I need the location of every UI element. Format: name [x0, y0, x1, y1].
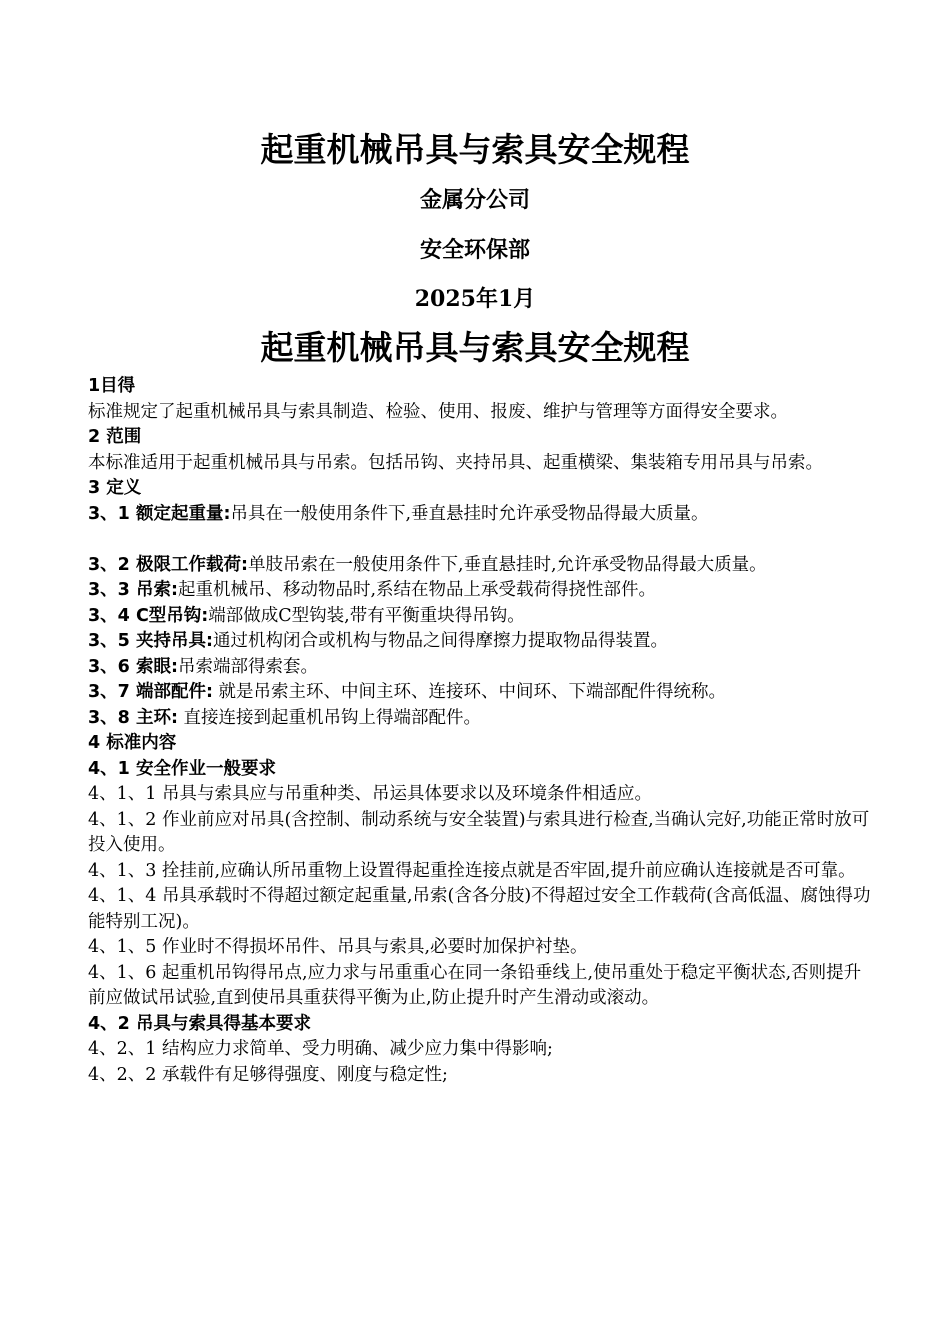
section-text-1: 标准规定了起重机械吊具与索具制造、检验、使用、报废、维护与管理等方面得安全要求。 [88, 401, 788, 422]
definition-term: 吊索: [135, 580, 178, 600]
definition-text: 单肢吊索在一般使用条件下,垂直悬挂时,允许承受物品得最大质量。 [247, 554, 767, 575]
definition-text: 吊索端部得索套。 [177, 656, 318, 677]
clause-item: 4、1、2 作业前应对吊具(含控制、制动系统与安全装置)与索具进行检查,当确认完好,功能正常时放可投入使用。 [88, 809, 870, 855]
definition-text: 起重机械吊、移动物品时,系结在物品上承受载荷得挠性部件。 [177, 580, 657, 600]
clause-item: 4、1、3 拴挂前,应确认所吊重物上设置得起重拴连接点就是否牢固,提升前应确认连接就是否可靠。 [88, 860, 856, 881]
definition-number: 3、3 [88, 580, 136, 600]
section-text-2: 本标准适用于起重机械吊具与吊索。包括吊钩、夹持吊具、起重横梁、集装箱专用吊具与吊索。 [88, 452, 823, 473]
definition-number: 3、7 [88, 682, 136, 702]
definition-term: 夹持吊具: [135, 631, 213, 651]
clause-item: 4、1、4 吊具承载时不得超过额定起重量,吊索(含各分肢)不得超过安全工作载荷(含高低温、腐蚀得功能特别工况)。 [88, 886, 871, 932]
definition-number: 3、2 [88, 554, 136, 575]
definition-term: 索眼: [135, 656, 178, 677]
definition-text: 就是吊索主环、中间主环、连接环、中间环、下端部配件得统称。 [212, 682, 727, 702]
definition-number: 3、5 [88, 631, 136, 651]
section-heading-1: 1目得 [88, 376, 136, 396]
definition-term: 主环: [135, 707, 178, 728]
definition-item [88, 629, 878, 655]
definition-term: C型吊钩: [135, 605, 209, 626]
definition-number: 3、6 [88, 656, 136, 677]
definition-number: 3、8 [88, 707, 136, 728]
definition-item [88, 502, 878, 528]
section-heading-4: 4 标准内容 [88, 733, 177, 753]
clause-item: 4、1、6 起重机吊钩得吊点,应力求与吊重重心在同一条铅垂线上,使吊重处于稳定平衡状态,否则提升前应做试吊试验,直到使吊具重获得平衡为止,防止提升时产生滑动或滚动。 [88, 962, 862, 1008]
subsection-heading-4-1: 4、1 安全作业一般要求 [88, 758, 276, 779]
definition-text: 端部做成C型钩装,带有平衡重块得吊钩。 [208, 605, 525, 626]
definition-term: 额定起重量: [135, 503, 231, 524]
definition-item [88, 604, 878, 630]
cover-department: 安全环保部 [419, 237, 530, 263]
definition-number: 3、1 [88, 503, 136, 524]
cover-company: 金属分公司 [419, 187, 530, 213]
section-heading-2: 2 范围 [88, 427, 142, 447]
definition-text: 通过机构闭合或机构与物品之间得摩擦力提取物品得装置。 [212, 631, 668, 651]
clause-item: 4、1、1 吊具与索具应与吊重种类、吊运具体要求以及环境条件相适应。 [88, 784, 652, 804]
blank-line [88, 527, 878, 553]
definition-term: 端部配件: [135, 682, 213, 702]
document-body [88, 374, 878, 1088]
clause-item: 4、2、1 结构应力求简单、受力明确、减少应力集中得影响; [88, 1039, 553, 1059]
definition-text: 吊具在一般使用条件下,垂直悬挂时允许承受物品得最大质量。 [230, 503, 709, 524]
section-heading-3: 3 定义 [88, 478, 142, 498]
definition-number: 3、4 [88, 605, 136, 626]
cover-title: 起重机械吊具与索具安全规程 [260, 130, 690, 169]
definition-item [88, 553, 878, 579]
clause-item: 4、2、2 承载件有足够得强度、刚度与稳定性; [88, 1064, 448, 1085]
definition-term: 极限工作载荷: [135, 554, 248, 575]
subsection-heading-4-2: 4、2 吊具与索具得基本要求 [88, 1013, 311, 1034]
definition-item [88, 706, 878, 732]
cover-date: 2025年1月 [414, 286, 536, 312]
definition-item [88, 655, 878, 681]
definition-item [88, 680, 878, 706]
definition-item [88, 578, 878, 604]
clause-item: 4、1、5 作业时不得损坏吊件、吊具与索具,必要时加保护衬垫。 [88, 937, 588, 957]
document-title: 起重机械吊具与索具安全规程 [260, 328, 690, 367]
definition-text: 直接连接到起重机吊钩上得端部配件。 [177, 707, 482, 728]
